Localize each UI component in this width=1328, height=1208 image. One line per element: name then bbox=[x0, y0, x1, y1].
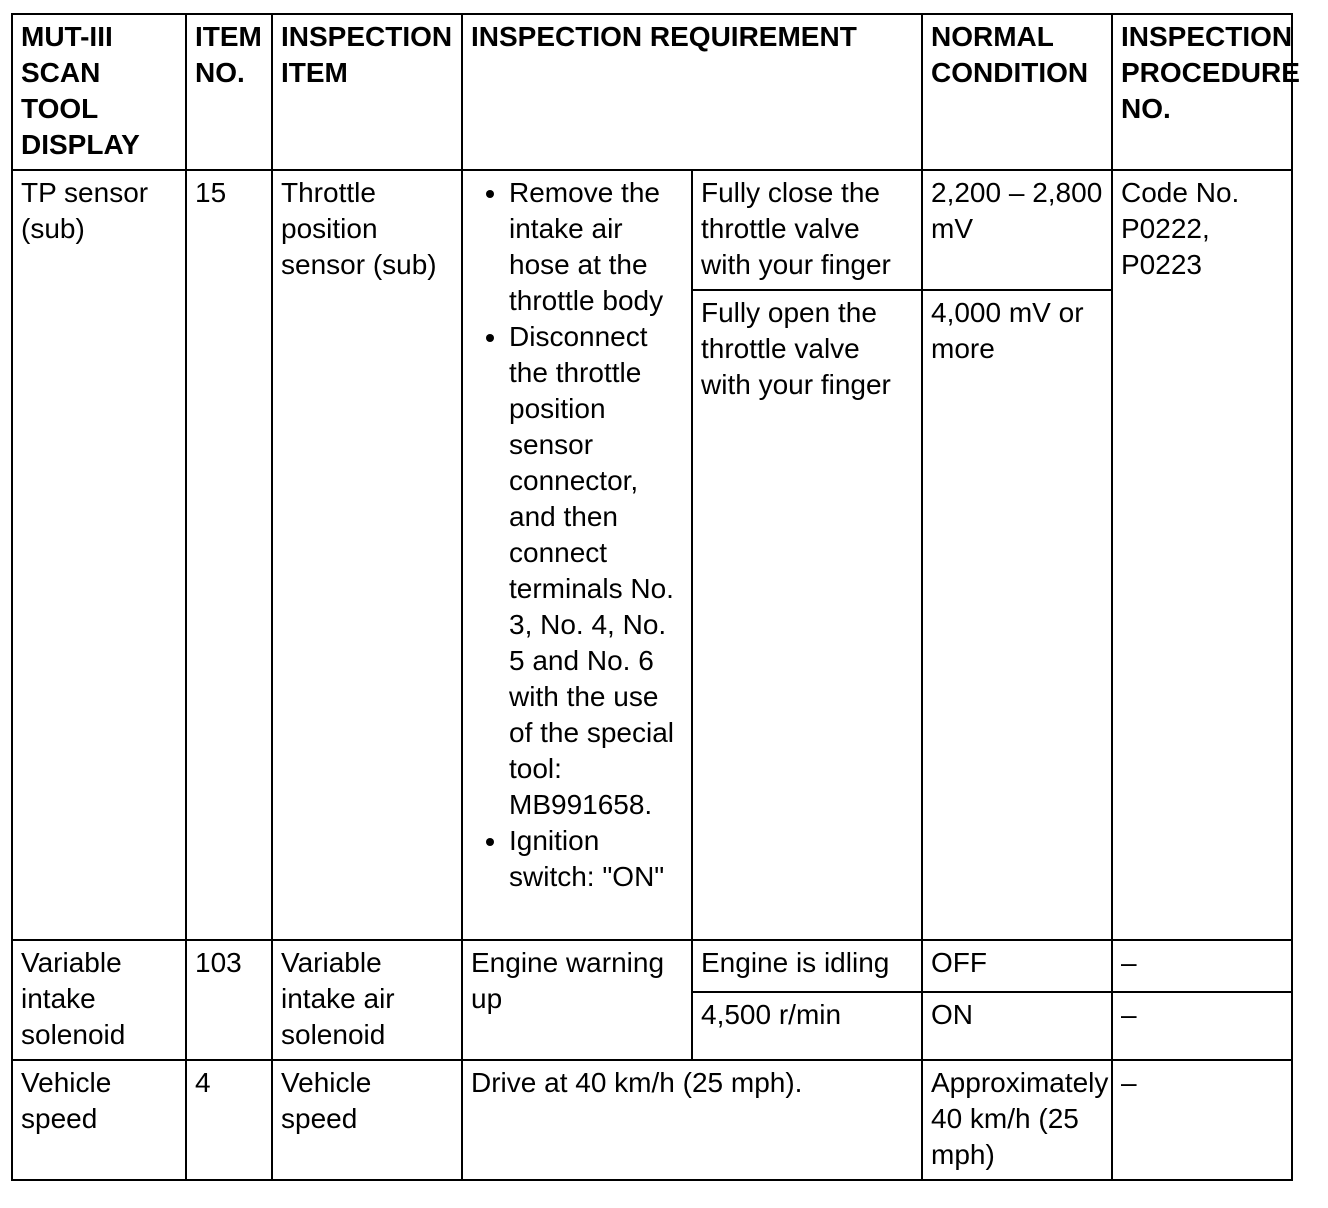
header-inspection-item: INSPECTION ITEM bbox=[272, 14, 462, 170]
cell-normal-condition: ON bbox=[922, 992, 1112, 1060]
inspection-table bbox=[11, 13, 1300, 1181]
header-display: MUT-III SCAN TOOL DISPLAY bbox=[12, 14, 186, 170]
cell-item-no: 103 bbox=[186, 940, 272, 1060]
header-normal-condition: NORMAL CONDITION bbox=[922, 14, 1112, 170]
cell-inspection-item: Variable intake air solenoid bbox=[272, 940, 462, 1060]
cell-inspection-item: Throttle position sensor (sub) bbox=[272, 170, 462, 940]
cell-procedure-no: Code No. P0222, P0223 bbox=[1112, 170, 1292, 940]
table-row bbox=[12, 1060, 1292, 1180]
table-row bbox=[12, 940, 1292, 992]
cell-requirement: Engine warning up bbox=[462, 940, 692, 1060]
header-item-no: ITEM NO. bbox=[186, 14, 272, 170]
cell-display: Variable intake solenoid bbox=[12, 940, 186, 1060]
list-item: • Disconnect the throttle position sensor connector, and then connect terminals No. 3, No. 4, No. 5 and No. 6 with the use of the special tool: MB991658. bbox=[509, 319, 683, 823]
cell-condition-state: 4,500 r/min bbox=[692, 992, 922, 1060]
cell-condition-state: Fully close the throttle valve with your finger bbox=[692, 170, 922, 290]
header-procedure-no: INSPECTION PROCEDURE NO. bbox=[1112, 14, 1292, 170]
cell-requirement-list bbox=[462, 170, 692, 940]
table-row bbox=[12, 170, 1292, 290]
list-item: • Remove the intake air hose at the throttle body bbox=[509, 175, 683, 319]
cell-item-no: 4 bbox=[186, 1060, 272, 1180]
requirement-bullet-list bbox=[471, 175, 683, 895]
cell-procedure-no: – bbox=[1112, 940, 1292, 992]
cell-display: TP sensor (sub) bbox=[12, 170, 186, 940]
cell-normal-condition: Approximately 40 km/h (25 mph) bbox=[922, 1060, 1112, 1180]
cell-item-no: 15 bbox=[186, 170, 272, 940]
list-item: • Ignition switch: "ON" bbox=[509, 823, 683, 895]
cell-condition-state: Fully open the throttle valve with your finger bbox=[692, 290, 922, 940]
header-row bbox=[12, 14, 1292, 170]
cell-procedure-no: – bbox=[1112, 992, 1292, 1060]
cell-normal-condition: 4,000 mV or more bbox=[922, 290, 1112, 940]
cell-display: Vehicle speed bbox=[12, 1060, 186, 1180]
header-inspection-requirement: INSPECTION REQUIREMENT bbox=[462, 14, 922, 170]
cell-normal-condition: 2,200 – 2,800 mV bbox=[922, 170, 1112, 290]
cell-condition-state: Engine is idling bbox=[692, 940, 922, 992]
cell-inspection-item: Vehicle speed bbox=[272, 1060, 462, 1180]
cell-normal-condition: OFF bbox=[922, 940, 1112, 992]
cell-procedure-no: – bbox=[1112, 1060, 1292, 1180]
cell-requirement: Drive at 40 km/h (25 mph). bbox=[462, 1060, 922, 1180]
